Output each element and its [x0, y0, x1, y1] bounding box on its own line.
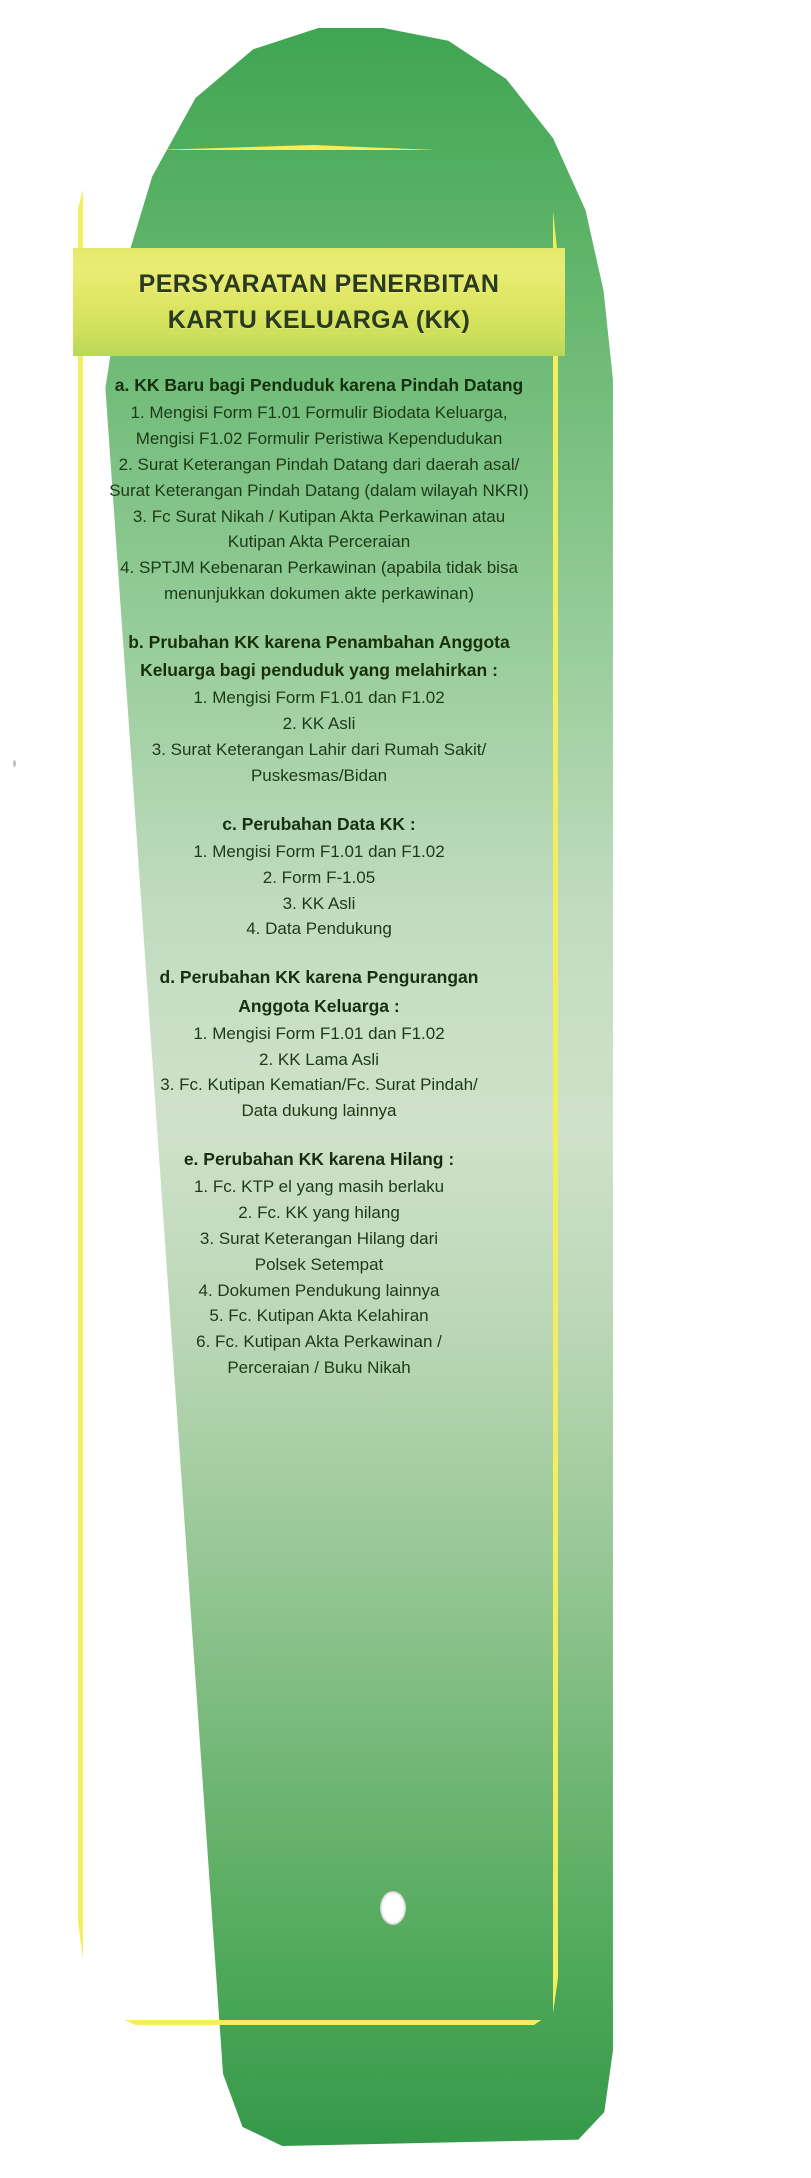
title-banner	[73, 248, 565, 356]
section-a-line-1: 1. Mengisi Form F1.01 Formulir Biodata Keluarga,	[130, 403, 508, 423]
requirements-content	[90, 372, 548, 1403]
section-c-line-2: 2. Form F-1.05	[262, 867, 376, 887]
punch-hole	[380, 1891, 406, 1925]
section-e-line-8: Perceraian / Buku Nikah	[227, 1358, 411, 1378]
section-a-line-3: 2. Surat Keterangan Pindah Datang dari daerah asal/	[118, 454, 520, 474]
scan-speck	[13, 760, 16, 767]
section-e-line-4: Polsek Setempat	[254, 1254, 384, 1274]
section-a-line-6: Kutipan Akta Perceraian	[227, 532, 411, 552]
section-b-line-1: 1. Mengisi Form F1.01 dan F1.02	[193, 688, 445, 708]
section-e-line-2: 2. Fc. KK yang hilang	[238, 1203, 400, 1223]
section-a-line-2: Mengisi F1.02 Formulir Peristiwa Kependudukan	[135, 429, 503, 449]
section-e-line-7: 6. Fc. Kutipan Akta Perkawinan /	[196, 1332, 442, 1352]
section-a-line-7: 4. SPTJM Kebenaran Perkawinan (apabila tidak bisa	[120, 558, 518, 578]
section-c-heading: c. Perubahan Data KK :	[222, 813, 416, 834]
section-d-heading-2: Anggota Keluarga :	[238, 995, 400, 1016]
section-a-line-8: menunjukkan dokumen akte perkawinan)	[164, 584, 474, 604]
section-d-line-2: 2. KK Lama Asli	[258, 1049, 379, 1069]
section-c-line-3: 3. KK Asli	[282, 893, 356, 913]
section-a-line-5: 3. Fc Surat Nikah / Kutipan Akta Perkawinan atau	[132, 506, 506, 526]
section-e-line-3: 3. Surat Keterangan Hilang dari	[199, 1228, 439, 1248]
section-b-heading: b. Prubahan KK karena Penambahan Anggota	[128, 631, 510, 652]
section-e-line-6: 5. Fc. Kutipan Akta Kelahiran	[209, 1306, 429, 1326]
section-d-line-1: 1. Mengisi Form F1.01 dan F1.02	[193, 1023, 445, 1043]
section-e-line-1: 1. Fc. KTP el yang masih berlaku	[193, 1177, 445, 1197]
section-a-heading: a. KK Baru bagi Penduduk karena Pindah Datang	[114, 375, 524, 395]
section-d-line-4: Data dukung lainnya	[241, 1101, 397, 1121]
section-b-line-2: 2. KK Asli	[282, 714, 356, 734]
section-b	[90, 629, 548, 789]
section-e-heading: e. Perubahan KK karena Hilang :	[183, 1149, 455, 1170]
section-a	[90, 372, 548, 607]
section-c-line-4: 4. Data Pendukung	[246, 919, 392, 939]
section-c-line-1: 1. Mengisi Form F1.01 dan F1.02	[193, 841, 445, 861]
section-e-line-5: 4. Dokumen Pendukung lainnya	[198, 1280, 440, 1300]
section-e	[90, 1146, 548, 1381]
section-d-heading: d. Perubahan KK karena Pengurangan	[159, 967, 479, 988]
title-line-1: PERSYARATAN PENERBITAN	[138, 269, 500, 298]
section-b-line-3: 3. Surat Keterangan Lahir dari Rumah Sakit/	[151, 740, 487, 760]
section-b-line-4: Puskesmas/Bidan	[250, 765, 388, 785]
section-b-heading-2: Keluarga bagi penduduk yang melahirkan :	[140, 660, 498, 681]
section-d-line-3: 3. Fc. Kutipan Kematian/Fc. Surat Pindah/	[160, 1075, 478, 1095]
section-d	[90, 964, 548, 1124]
title-line-2: KARTU KELUARGA (KK)	[167, 306, 471, 334]
section-c	[90, 811, 548, 943]
section-a-line-4: Surat Keterangan Pindah Datang (dalam wilayah NKRI)	[109, 480, 529, 500]
